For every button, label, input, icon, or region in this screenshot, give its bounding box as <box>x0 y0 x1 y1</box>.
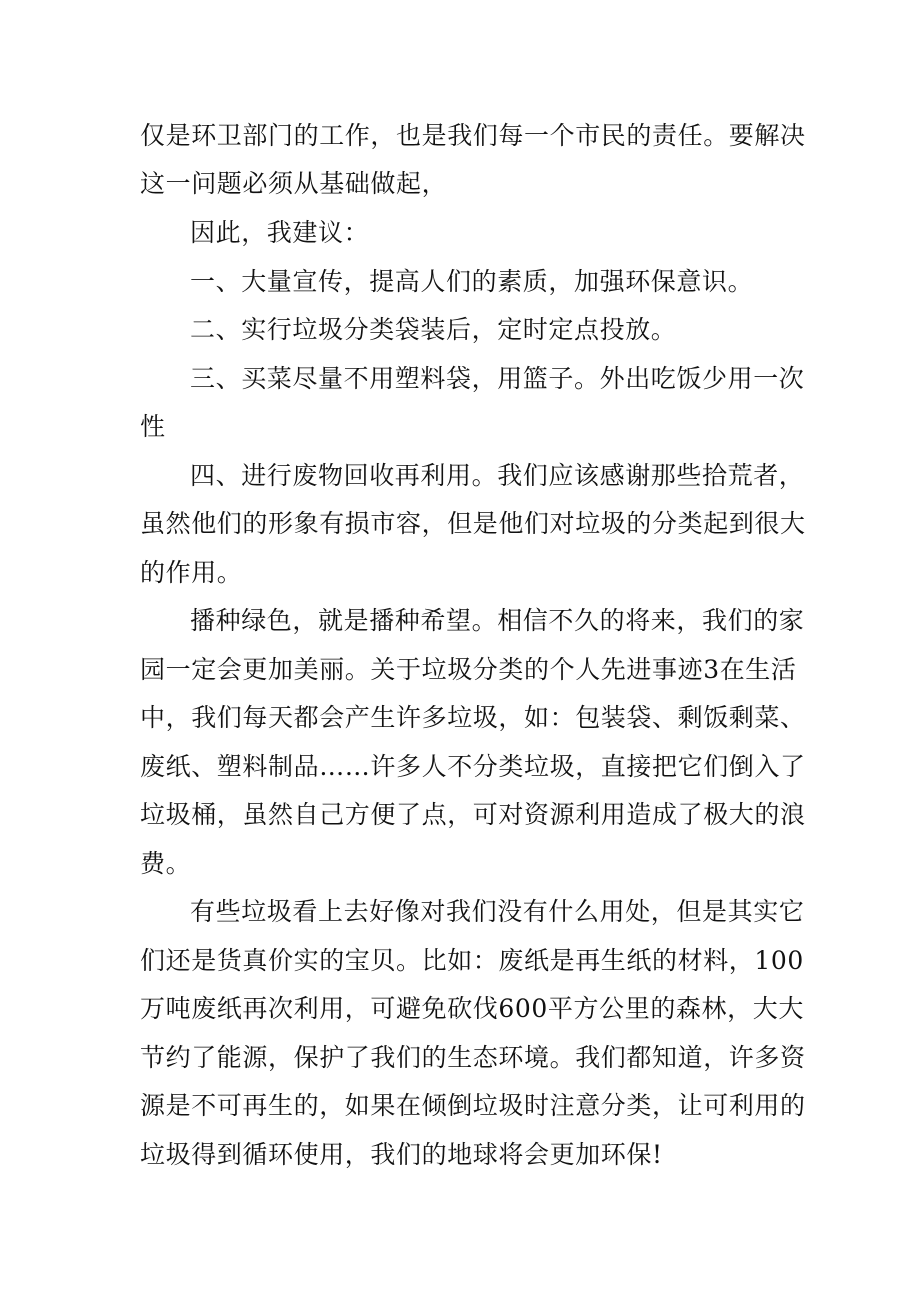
list-item-3: 三、买菜尽量不用塑料袋，用篮子。外出吃饭少用一次 <box>190 364 805 393</box>
text-line: 仅是环卫部门的工作，也是我们每一个市民的责任。要解决 <box>140 121 806 150</box>
text-line: 的作用。 <box>140 558 243 587</box>
list-item-2: 二、实行垃圾分类袋装后，定时定点投放。 <box>190 315 677 344</box>
text-line: 中，我们每天都会产生许多垃圾，如：包装袋、剩饭剩菜、 <box>140 703 806 732</box>
text-line: 费。 <box>140 849 192 878</box>
text-line: 这一问题必须从基础做起， <box>140 169 448 198</box>
text-line: 节约了能源，保护了我们的生态环境。我们都知道，许多资 <box>140 1043 806 1072</box>
text-line: 虽然他们的形象有损市容，但是他们对垃圾的分类起到很大 <box>140 509 806 538</box>
text-line: 垃圾得到循环使用，我们的地球将会更加环保! <box>140 1140 663 1169</box>
text-line: 因此，我建议： <box>190 218 370 247</box>
text-line: 们还是货真价实的宝贝。比如：废纸是再生纸的材料，100 <box>140 946 804 975</box>
text-line: 废纸、塑料制品……许多人不分类垃圾，直接把它们倒入了 <box>140 752 806 781</box>
list-item-4: 四、进行废物回收再利用。我们应该感谢那些拾荒者， <box>190 461 805 490</box>
text-line: 园一定会更加美丽。关于垃圾分类的个人先进事迹3在生活 <box>140 655 797 684</box>
list-item-1: 一、大量宣传，提高人们的素质，加强环保意识。 <box>190 267 754 296</box>
text-line: 性 <box>140 412 166 441</box>
text-line: 垃圾桶，虽然自己方便了点，可对资源利用造成了极大的浪 <box>140 800 806 829</box>
paragraph-start: 有些垃圾看上去好像对我们没有什么用处，但是其实它 <box>190 897 805 926</box>
paragraph-start: 播种绿色，就是播种希望。相信不久的将来，我们的家 <box>190 606 805 635</box>
text-line: 万吨废纸再次利用，可避免砍伐600平方公里的森林，大大 <box>140 994 804 1023</box>
text-line: 源是不可再生的，如果在倾倒垃圾时注意分类，让可利用的 <box>140 1091 806 1120</box>
